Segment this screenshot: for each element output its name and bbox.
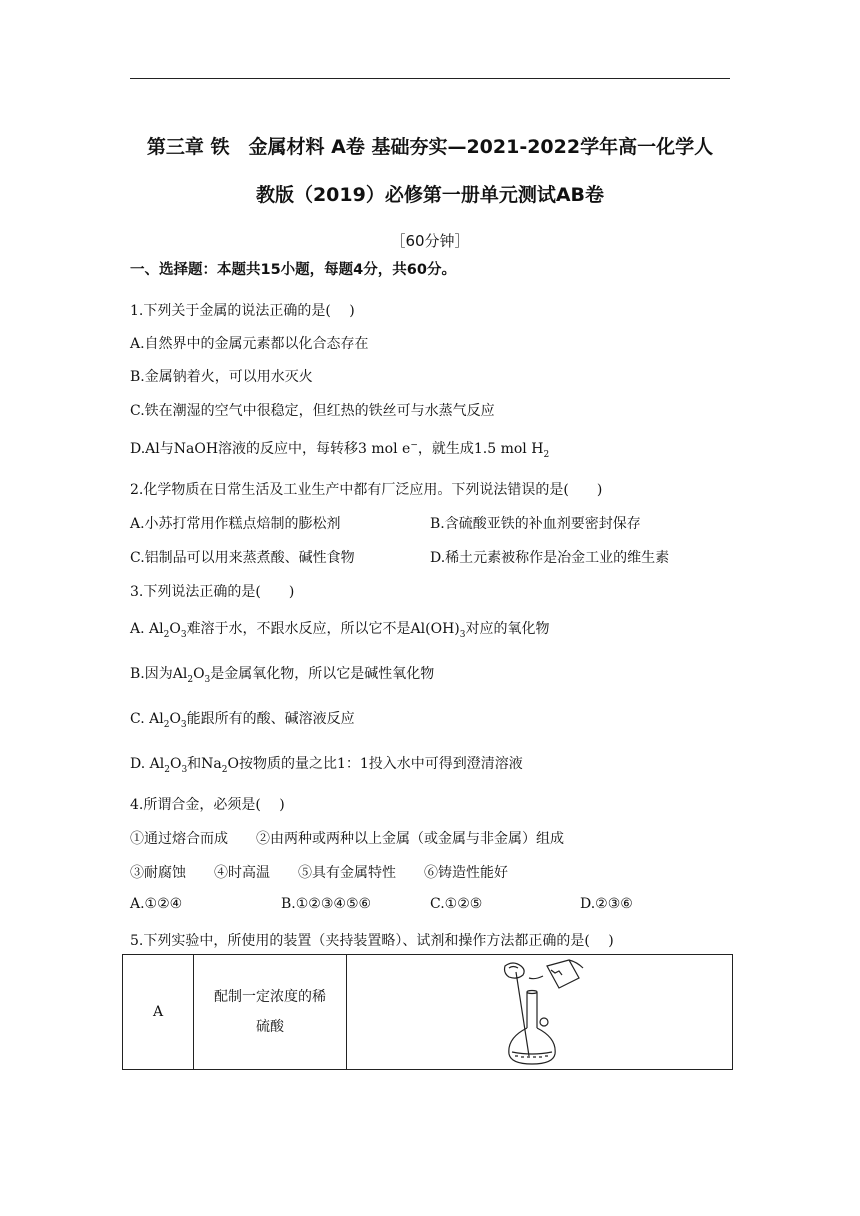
q4-option-b: B.①②③④⑤⑥ xyxy=(281,896,372,912)
volumetric-flask-figure xyxy=(485,956,595,1068)
q4-option-c: C.①②⑤ xyxy=(430,896,483,912)
q4-option-d: D.②③⑥ xyxy=(580,896,633,912)
q2-option-b: B.含硫酸亚铁的补血剂要密封保存 xyxy=(430,516,641,532)
q2-option-d: D.稀土元素被称作是冶金工业的维生素 xyxy=(430,550,670,566)
q5-apparatus-cell xyxy=(347,955,733,1070)
q3-option-b: B.因为$Al_2O_3$是金属氧化物，所以它是碱性氧化物 xyxy=(130,666,435,685)
q5-row-label: A xyxy=(123,955,194,1070)
q2-stem: 2.化学物质在日常生活及工业生产中都有厂泛应用。下列说法错误的是( ) xyxy=(130,482,603,498)
header-rule xyxy=(130,78,730,79)
document-title-line1: 第三章 铁 金属材料 A卷 基础夯实—2021-2022学年高一化学人 xyxy=(146,136,714,158)
q4-items-row1: ①通过熔合而成 ②由两种或两种以上金属（或金属与非金属）组成 xyxy=(130,831,564,847)
q1-option-b: B.金属钠着火，可以用水灭火 xyxy=(130,369,313,385)
q2-option-c: C.铝制品可以用来蒸煮酸、碱性食物 xyxy=(130,550,355,566)
q5-stem: 5.下列实验中，所使用的装置（夹持装置略）、试剂和操作方法都正确的是( ) xyxy=(130,933,614,949)
q3-option-d: D. $Al_2O_3$和$Na_2O$按物质的量之比1：1投入水中可得到澄清溶液 xyxy=(130,756,523,775)
q3-option-a: A. $Al_2O_3$难溶于水，不跟水反应，所以它不是$Al(OH)_3$对应的氧化物 xyxy=(130,621,550,640)
document-title-line2: 教版（2019）必修第一册单元测试AB卷 xyxy=(255,184,605,206)
q5-table xyxy=(122,954,733,1070)
q3-stem: 3.下列说法正确的是( ) xyxy=(130,584,295,600)
q4-option-a: A.①②④ xyxy=(130,896,183,912)
q5-row-text-line2: 硫酸 xyxy=(256,1019,284,1035)
section-heading: 一、选择题：本题共15小题，每题4分，共60分。 xyxy=(130,262,456,278)
q3-option-c: C. $Al_2O_3$能跟所有的酸、碱溶液反应 xyxy=(130,711,355,730)
q1-option-a: A.自然界中的金属元素都以化合态存在 xyxy=(130,336,369,352)
q1-option-c: C.铁在潮湿的空气中很稳定，但红热的铁丝可与水蒸气反应 xyxy=(130,403,495,419)
table-row xyxy=(123,955,733,1070)
q5-row-text xyxy=(194,955,347,1070)
q4-stem: 4.所谓合金，必须是( ) xyxy=(130,797,285,813)
q1-stem: 1.下列关于金属的说法正确的是( ) xyxy=(130,303,355,319)
q5-row-text-line1: 配制一定浓度的稀 xyxy=(214,989,326,1005)
q4-items-row2: ③耐腐蚀 ④时高温 ⑤具有金属特性 ⑥铸造性能好 xyxy=(130,865,508,881)
q2-option-a: A.小苏打常用作糕点焙制的膨松剂 xyxy=(130,516,341,532)
q1-option-d: D.Al与NaOH溶液的反应中，每转移3 mol e−，就生成1.5 mol $H_2$ xyxy=(130,440,550,460)
time-limit: ［60分钟］ xyxy=(390,232,470,250)
